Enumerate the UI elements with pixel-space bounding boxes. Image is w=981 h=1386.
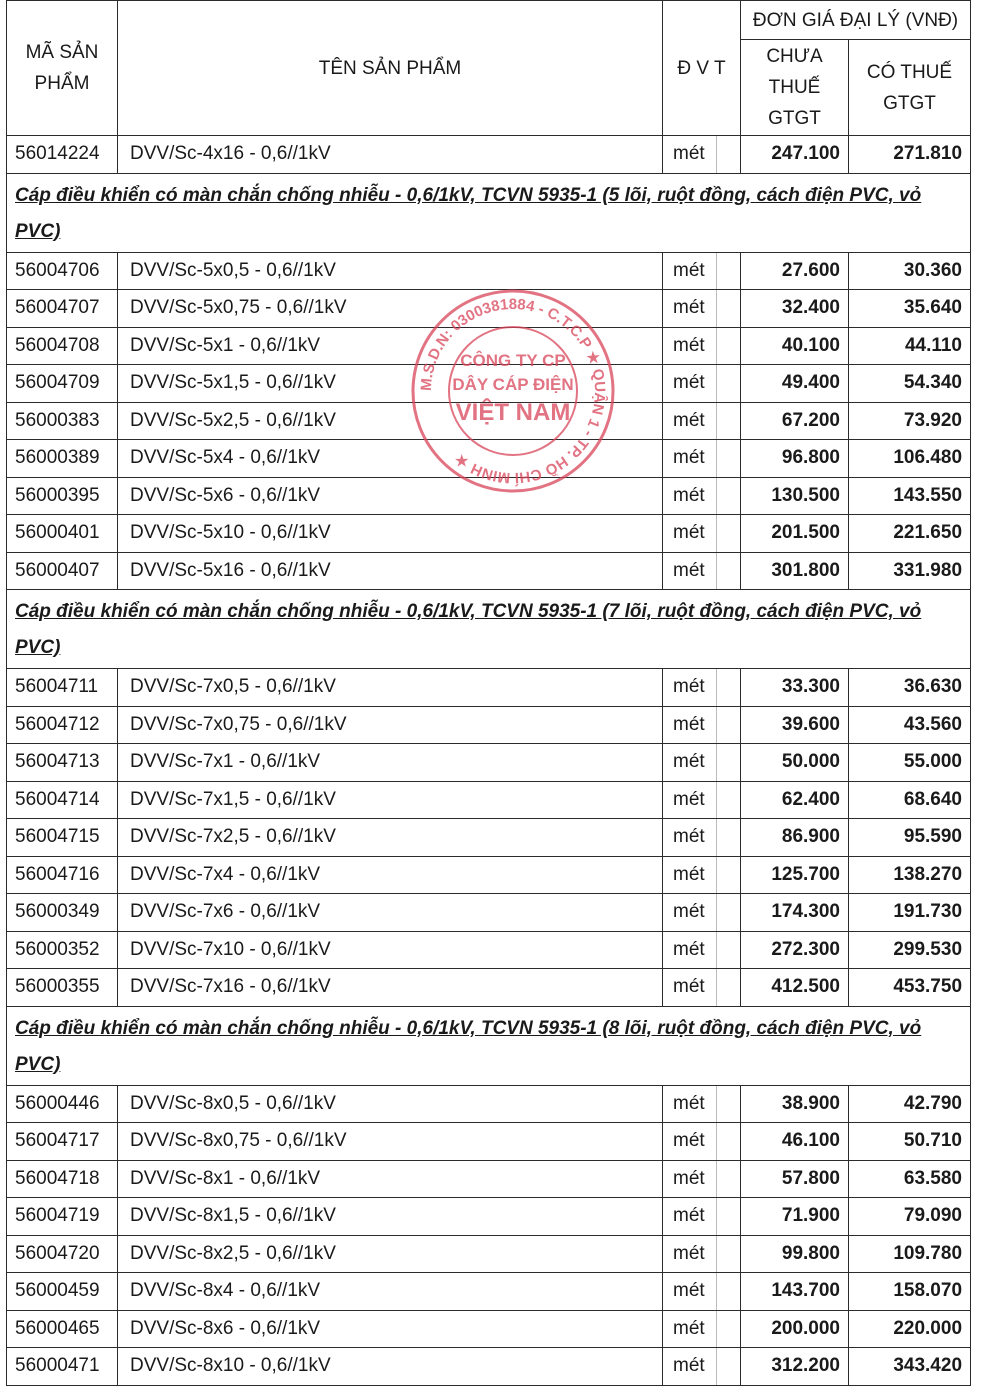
section-title: Cáp điều khiển có màn chắn chống nhiễu - 0,6/1kV, TCVN 5935-1 (7 lõi, ruột đồng, cách điện PVC, vỏ PVC) (7, 590, 971, 669)
price-with-vat: 42.790 (849, 1085, 971, 1123)
unit-spacer (717, 1235, 741, 1273)
price-no-vat: 412.500 (741, 969, 849, 1007)
price-no-vat: 33.300 (741, 669, 849, 707)
product-name: DVV/Sc-7x0,5 - 0,6//1kV (118, 669, 663, 707)
product-unit: mét (663, 252, 717, 290)
price-no-vat: 272.300 (741, 931, 849, 969)
price-no-vat: 27.600 (741, 252, 849, 290)
product-code: 56004716 (7, 856, 118, 894)
stamp-line-2: DÂY CÁP ĐIỆN (452, 375, 574, 394)
product-unit: mét (663, 1160, 717, 1198)
product-row (7, 1160, 971, 1198)
product-code: 56000446 (7, 1085, 118, 1123)
price-with-vat: 95.590 (849, 819, 971, 857)
header-price-group: ĐƠN GIÁ ĐẠI LÝ (VNĐ) (741, 1, 971, 40)
product-unit: mét (663, 1348, 717, 1386)
product-code: 56000407 (7, 552, 118, 590)
section-title: Cáp điều khiển có màn chắn chống nhiễu - 0,6/1kV, TCVN 5935-1 (8 lõi, ruột đồng, cách điện PVC, vỏ PVC) (7, 1006, 971, 1085)
product-unit: mét (663, 552, 717, 590)
price-no-vat: 201.500 (741, 515, 849, 553)
unit-spacer (717, 1085, 741, 1123)
unit-spacer (717, 856, 741, 894)
unit-spacer (717, 136, 741, 174)
price-list-document (6, 0, 970, 1386)
product-name: DVV/Sc-5x1 - 0,6//1kV (118, 327, 663, 365)
product-unit: mét (663, 669, 717, 707)
product-code: 56000352 (7, 931, 118, 969)
product-unit: mét (663, 402, 717, 440)
price-with-vat: 331.980 (849, 552, 971, 590)
price-with-vat: 221.650 (849, 515, 971, 553)
product-row (7, 669, 971, 707)
product-row (7, 1235, 971, 1273)
product-code: 56000459 (7, 1273, 118, 1311)
header-product-name: TÊN SẢN PHẨM (118, 1, 663, 136)
product-name: DVV/Sc-5x0,5 - 0,6//1kV (118, 252, 663, 290)
product-code: 56004715 (7, 819, 118, 857)
unit-spacer (717, 477, 741, 515)
unit-spacer (717, 290, 741, 328)
product-code: 56004713 (7, 744, 118, 782)
product-row (7, 819, 971, 857)
product-unit: mét (663, 327, 717, 365)
price-no-vat: 38.900 (741, 1085, 849, 1123)
product-code: 56004711 (7, 669, 118, 707)
price-no-vat: 99.800 (741, 1235, 849, 1273)
product-name: DVV/Sc-5x6 - 0,6//1kV (118, 477, 663, 515)
product-name: DVV/Sc-4x16 - 0,6//1kV (118, 136, 663, 174)
price-no-vat: 67.200 (741, 402, 849, 440)
price-no-vat: 50.000 (741, 744, 849, 782)
price-with-vat: 30.360 (849, 252, 971, 290)
product-unit: mét (663, 781, 717, 819)
unit-spacer (717, 365, 741, 403)
product-name: DVV/Sc-8x1,5 - 0,6//1kV (118, 1198, 663, 1236)
stamp-ring-text: M.S.D.N: 0300381884 - C.T.C.P ★ QUẬN 1 - TP. HỒ CHÍ MINH ★ (417, 295, 609, 487)
product-unit: mét (663, 819, 717, 857)
price-with-vat: 35.640 (849, 290, 971, 328)
product-unit: mét (663, 290, 717, 328)
price-no-vat: 32.400 (741, 290, 849, 328)
unit-spacer (717, 1160, 741, 1198)
product-name: DVV/Sc-5x10 - 0,6//1kV (118, 515, 663, 553)
company-stamp (408, 286, 618, 496)
price-with-vat: 63.580 (849, 1160, 971, 1198)
product-name: DVV/Sc-7x1,5 - 0,6//1kV (118, 781, 663, 819)
unit-spacer (717, 1348, 741, 1386)
unit-spacer (717, 931, 741, 969)
product-name: DVV/Sc-7x1 - 0,6//1kV (118, 744, 663, 782)
price-no-vat: 174.300 (741, 894, 849, 932)
price-table (6, 0, 971, 1386)
header-price-no-vat: CHƯA THUẾ GTGT (741, 40, 849, 136)
price-with-vat: 220.000 (849, 1310, 971, 1348)
product-unit: mét (663, 744, 717, 782)
product-unit: mét (663, 1310, 717, 1348)
product-unit: mét (663, 706, 717, 744)
product-unit: mét (663, 969, 717, 1007)
product-unit: mét (663, 136, 717, 174)
product-name: DVV/Sc-8x0,75 - 0,6//1kV (118, 1123, 663, 1161)
product-code: 56004714 (7, 781, 118, 819)
product-name: DVV/Sc-5x0,75 - 0,6//1kV (118, 290, 663, 328)
product-unit: mét (663, 1198, 717, 1236)
product-name: DVV/Sc-5x1,5 - 0,6//1kV (118, 365, 663, 403)
header-product-code: MÃ SẢN PHẨM (7, 1, 118, 136)
product-name: DVV/Sc-5x16 - 0,6//1kV (118, 552, 663, 590)
product-code: 56000389 (7, 440, 118, 478)
product-row (7, 1198, 971, 1236)
stamp-line-1: CÔNG TY CP (460, 351, 566, 370)
header-unit: Đ V T (663, 1, 741, 136)
product-row (7, 856, 971, 894)
price-with-vat: 68.640 (849, 781, 971, 819)
price-with-vat: 50.710 (849, 1123, 971, 1161)
product-name: DVV/Sc-8x2,5 - 0,6//1kV (118, 1235, 663, 1273)
product-unit: mét (663, 1123, 717, 1161)
product-code: 56004720 (7, 1235, 118, 1273)
unit-spacer (717, 252, 741, 290)
product-row (7, 515, 971, 553)
product-code: 56004718 (7, 1160, 118, 1198)
product-unit: mét (663, 1273, 717, 1311)
unit-spacer (717, 744, 741, 782)
unit-spacer (717, 706, 741, 744)
price-with-vat: 36.630 (849, 669, 971, 707)
section-header-row (7, 590, 971, 669)
unit-spacer (717, 1198, 741, 1236)
price-with-vat: 138.270 (849, 856, 971, 894)
product-code: 56004709 (7, 365, 118, 403)
unit-spacer (717, 515, 741, 553)
price-with-vat: 73.920 (849, 402, 971, 440)
product-name: DVV/Sc-8x1 - 0,6//1kV (118, 1160, 663, 1198)
product-unit: mét (663, 477, 717, 515)
unit-spacer (717, 327, 741, 365)
product-code: 56000349 (7, 894, 118, 932)
product-row (7, 136, 971, 174)
product-code: 56000383 (7, 402, 118, 440)
price-with-vat: 55.000 (849, 744, 971, 782)
price-no-vat: 86.900 (741, 819, 849, 857)
product-name: DVV/Sc-5x4 - 0,6//1kV (118, 440, 663, 478)
unit-spacer (717, 440, 741, 478)
product-name: DVV/Sc-8x4 - 0,6//1kV (118, 1273, 663, 1311)
price-no-vat: 62.400 (741, 781, 849, 819)
product-code: 56000465 (7, 1310, 118, 1348)
price-no-vat: 301.800 (741, 552, 849, 590)
product-unit: mét (663, 365, 717, 403)
price-with-vat: 79.090 (849, 1198, 971, 1236)
product-row (7, 552, 971, 590)
price-no-vat: 312.200 (741, 1348, 849, 1386)
unit-spacer (717, 552, 741, 590)
product-code: 56004719 (7, 1198, 118, 1236)
price-with-vat: 44.110 (849, 327, 971, 365)
product-code: 56000395 (7, 477, 118, 515)
product-name: DVV/Sc-7x2,5 - 0,6//1kV (118, 819, 663, 857)
product-name: DVV/Sc-7x10 - 0,6//1kV (118, 931, 663, 969)
unit-spacer (717, 1310, 741, 1348)
product-name: DVV/Sc-7x16 - 0,6//1kV (118, 969, 663, 1007)
product-row (7, 894, 971, 932)
product-row (7, 781, 971, 819)
price-no-vat: 46.100 (741, 1123, 849, 1161)
product-unit: mét (663, 894, 717, 932)
product-name: DVV/Sc-5x2,5 - 0,6//1kV (118, 402, 663, 440)
section-title: Cáp điều khiển có màn chắn chống nhiễu - 0,6/1kV, TCVN 5935-1 (5 lõi, ruột đồng, cách điện PVC, vỏ PVC) (7, 173, 971, 252)
price-no-vat: 71.900 (741, 1198, 849, 1236)
section-header-row (7, 173, 971, 252)
price-no-vat: 130.500 (741, 477, 849, 515)
section-header-row (7, 1006, 971, 1085)
price-with-vat: 106.480 (849, 440, 971, 478)
product-code: 56004712 (7, 706, 118, 744)
product-row (7, 1348, 971, 1386)
product-row (7, 1273, 971, 1311)
product-unit: mét (663, 856, 717, 894)
product-name: DVV/Sc-8x10 - 0,6//1kV (118, 1348, 663, 1386)
unit-spacer (717, 1273, 741, 1311)
product-code: 56004717 (7, 1123, 118, 1161)
unit-spacer (717, 819, 741, 857)
header-price-vat: CÓ THUẾ GTGT (849, 40, 971, 136)
price-with-vat: 143.550 (849, 477, 971, 515)
price-with-vat: 343.420 (849, 1348, 971, 1386)
price-no-vat: 39.600 (741, 706, 849, 744)
product-row (7, 252, 971, 290)
product-name: DVV/Sc-7x0,75 - 0,6//1kV (118, 706, 663, 744)
product-code: 56004706 (7, 252, 118, 290)
product-row (7, 1123, 971, 1161)
product-row (7, 744, 971, 782)
product-row (7, 1310, 971, 1348)
price-with-vat: 54.340 (849, 365, 971, 403)
price-no-vat: 40.100 (741, 327, 849, 365)
product-code: 56004707 (7, 290, 118, 328)
product-name: DVV/Sc-8x6 - 0,6//1kV (118, 1310, 663, 1348)
price-with-vat: 43.560 (849, 706, 971, 744)
product-unit: mét (663, 1085, 717, 1123)
product-row (7, 1085, 971, 1123)
unit-spacer (717, 402, 741, 440)
price-with-vat: 109.780 (849, 1235, 971, 1273)
unit-spacer (717, 894, 741, 932)
price-no-vat: 125.700 (741, 856, 849, 894)
product-name: DVV/Sc-8x0,5 - 0,6//1kV (118, 1085, 663, 1123)
product-row (7, 969, 971, 1007)
product-unit: mét (663, 931, 717, 969)
product-name: DVV/Sc-7x6 - 0,6//1kV (118, 894, 663, 932)
product-unit: mét (663, 440, 717, 478)
price-no-vat: 96.800 (741, 440, 849, 478)
unit-spacer (717, 669, 741, 707)
price-with-vat: 299.530 (849, 931, 971, 969)
unit-spacer (717, 969, 741, 1007)
product-name: DVV/Sc-7x4 - 0,6//1kV (118, 856, 663, 894)
product-code: 56004708 (7, 327, 118, 365)
price-no-vat: 247.100 (741, 136, 849, 174)
unit-spacer (717, 1123, 741, 1161)
price-with-vat: 271.810 (849, 136, 971, 174)
product-code: 56000355 (7, 969, 118, 1007)
price-no-vat: 143.700 (741, 1273, 849, 1311)
product-unit: mét (663, 515, 717, 553)
price-no-vat: 200.000 (741, 1310, 849, 1348)
product-code: 56000401 (7, 515, 118, 553)
product-code: 56014224 (7, 136, 118, 174)
product-row (7, 706, 971, 744)
price-with-vat: 191.730 (849, 894, 971, 932)
price-no-vat: 49.400 (741, 365, 849, 403)
price-with-vat: 453.750 (849, 969, 971, 1007)
product-unit: mét (663, 1235, 717, 1273)
product-row (7, 931, 971, 969)
price-with-vat: 158.070 (849, 1273, 971, 1311)
unit-spacer (717, 781, 741, 819)
price-no-vat: 57.800 (741, 1160, 849, 1198)
product-code: 56000471 (7, 1348, 118, 1386)
stamp-line-3: VIỆT NAM (455, 399, 571, 426)
